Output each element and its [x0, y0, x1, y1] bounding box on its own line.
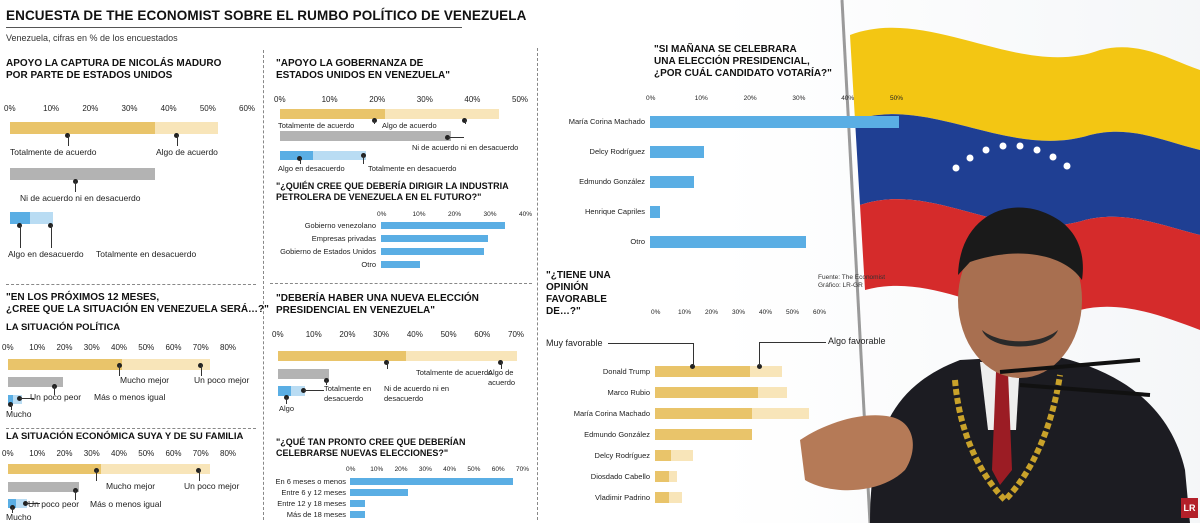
chart-candidato-title-line1: "SI MAÑANA SE CELEBRARA: [654, 44, 797, 55]
bar-muy-favorable: [655, 387, 758, 398]
tick-label: 40%: [841, 95, 855, 102]
tick-label: 40%: [759, 309, 773, 316]
legend-algo-favorable: Algo favorable: [828, 336, 886, 346]
category-label: Más de 18 meses: [286, 510, 346, 519]
category-label: Delcy Rodríguez: [594, 451, 650, 460]
tick-label: 80%: [220, 449, 237, 458]
leader-line: [608, 343, 693, 344]
tick-label: 20%: [56, 449, 73, 458]
bar-un-poco-mejor: [101, 464, 210, 474]
tick-label: 40%: [406, 330, 423, 339]
tick-label: 20%: [369, 95, 386, 104]
tick-label: 20%: [394, 466, 408, 473]
tick-label: 30%: [83, 449, 100, 458]
tick-label: 10%: [29, 449, 46, 458]
leader-line: [759, 342, 826, 343]
label-un-poco-peor: Un poco peor: [28, 499, 80, 509]
source-line2: Gráfico: LR-GR: [818, 282, 863, 289]
tick-label: 50%: [138, 449, 155, 458]
tick-label: 80%: [220, 343, 237, 352]
tick-label: 10%: [29, 343, 46, 352]
category-label: Donald Trump: [602, 367, 650, 376]
tick-label: 10%: [370, 466, 384, 473]
chart-captura-title-line1: APOYO LA CAPTURA DE NICOLÁS MADURO: [6, 58, 222, 69]
bar-industria: [381, 248, 484, 255]
tick-label: 50%: [786, 309, 800, 316]
bar-candidato: [650, 116, 899, 128]
bar-algo-favorable: [750, 366, 782, 377]
tick-label: 10%: [412, 211, 426, 218]
chart-politica-subtitle: LA SITUACIÓN POLÍTICA: [6, 322, 121, 333]
tick-label: 50%: [138, 343, 155, 352]
bar-candidato: [650, 176, 694, 188]
label-neutral: Ni de acuerdo ni en desacuerdo: [20, 193, 141, 203]
chart-opinion-title-line2: OPINIÓN: [546, 282, 589, 293]
leader-line: [759, 342, 760, 366]
tick-label: 40%: [464, 95, 481, 104]
leader-line: [374, 120, 375, 124]
row-divider: [270, 283, 532, 284]
bar-neutral: [10, 168, 155, 180]
category-label: Gobierno venezolano: [304, 221, 376, 230]
category-label: Empresas privadas: [311, 234, 376, 243]
bar-algo-favorable: [671, 450, 693, 461]
tick-label: 40%: [519, 211, 533, 218]
label-mucho-mejor: Mucho mejor: [120, 375, 170, 385]
category-label: Edmundo González: [579, 177, 645, 186]
tick-label: 0%: [2, 449, 14, 458]
label-totalmente-acuerdo: Totalmente de acuerdo: [416, 368, 493, 377]
label-igual: Más o menos igual: [90, 499, 162, 509]
chart-candidato-title-line3: ¿POR CUÁL CANDIDATO VOTARÍA?": [654, 68, 832, 79]
bar-pronto: [350, 511, 365, 518]
tick-label: 0%: [274, 95, 286, 104]
chart-pronto-title-line2: CELEBRARSE NUEVAS ELECCIONES?": [276, 448, 449, 458]
leader-line: [199, 470, 200, 481]
chart-opinion-title-line4: DE…?": [546, 306, 581, 317]
tick-label: 30%: [418, 466, 432, 473]
label-algo-desacuerdo: Algo: [279, 404, 295, 413]
bar-muy-favorable: [655, 408, 752, 419]
chart-industria-title-line1: "¿QUIÉN CREE QUE DEBERÍA DIRIGIR LA INDUSTRIA: [276, 181, 509, 191]
tick-label: 30%: [732, 309, 746, 316]
column-divider: [263, 50, 264, 520]
category-label: Otro: [630, 237, 645, 246]
chart-gobernanza-title-line1: "APOYO LA GOBERNANZA DE: [276, 58, 424, 69]
leader-line: [363, 155, 364, 164]
chart-opinion-title-line3: FAVORABLE: [546, 294, 607, 305]
label-mucho-mejor: Mucho mejor: [106, 481, 156, 491]
label-algo-acuerdo: Algo de acuerdo: [156, 147, 218, 157]
label-totalmente-acuerdo: Totalmente de acuerdo: [10, 147, 97, 157]
bar-candidato: [650, 146, 704, 158]
chart-captura-title-line2: POR PARTE DE ESTADOS UNIDOS: [6, 70, 173, 81]
tick-label: 20%: [56, 343, 73, 352]
label-algo-desacuerdo: Algo en desacuerdo: [278, 164, 345, 173]
tick-label: 10%: [678, 309, 692, 316]
category-label: Marco Rubio: [607, 388, 650, 397]
label-un-poco-peor: Un poco peor: [30, 392, 82, 402]
bar-algo-acuerdo: [155, 122, 218, 134]
bar-algo-favorable: [669, 471, 677, 482]
category-label: Entre 6 y 12 meses: [281, 488, 346, 497]
row-divider: [6, 284, 256, 285]
tick-label: 60%: [165, 343, 182, 352]
tick-label: 10%: [321, 95, 338, 104]
category-label: En 6 meses o menos: [275, 477, 346, 486]
label-totalmente-desacuerdo: Totalmente en desacuerdo: [368, 164, 457, 173]
leader-line: [51, 225, 52, 248]
leader-line: [465, 120, 466, 124]
title-rule: [6, 27, 462, 28]
category-label: Otro: [361, 260, 376, 269]
bar-pronto: [350, 500, 365, 507]
tick-label: 50%: [199, 104, 216, 113]
bar-totalmente-desacuerdo: [313, 151, 365, 160]
category-label: Entre 12 y 18 meses: [277, 499, 346, 508]
tick-label: 20%: [339, 330, 356, 339]
chart-industria-title-line2: PETROLERA DE VENEZUELA EN EL FUTURO?": [276, 192, 482, 202]
category-label: María Corina Machado: [568, 117, 645, 126]
tick-label: 10%: [694, 95, 708, 102]
label-un-poco-mejor: Un poco mejor: [184, 481, 240, 491]
tick-label: 0%: [2, 343, 14, 352]
tick-label: 50%: [512, 95, 529, 104]
tick-label: 70%: [508, 330, 525, 339]
tick-label: 50%: [440, 330, 457, 339]
chart-nueva-eleccion-title-line2: PRESIDENCIAL EN VENEZUELA": [276, 305, 436, 316]
bar-algo-acuerdo: [385, 109, 499, 119]
tick-label: 60%: [491, 466, 505, 473]
tick-label: 0%: [272, 330, 284, 339]
bar-pronto: [350, 478, 513, 485]
tick-label: 60%: [239, 104, 256, 113]
leader-line: [448, 137, 464, 138]
tick-label: 60%: [165, 449, 182, 458]
category-label: Henrique Capriles: [584, 207, 645, 216]
category-label: Delcy Rodríguez: [589, 147, 645, 156]
leader-line: [387, 362, 388, 369]
bar-pronto: [350, 489, 408, 496]
chart-pronto-title-line1: "¿QUÉ TAN PRONTO CREE QUE DEBERÍAN: [276, 437, 466, 447]
tick-label: 50%: [467, 466, 481, 473]
bar-muy-favorable: [655, 471, 669, 482]
label-algo-desacuerdo: Algo en desacuerdo: [8, 249, 84, 259]
bar-muy-favorable: [655, 429, 752, 440]
bar-algo-favorable: [758, 387, 788, 398]
bar-candidato: [650, 206, 660, 218]
label-un-poco-mejor: Un poco mejor: [194, 375, 250, 385]
tick-label: 20%: [82, 104, 99, 113]
tick-label: 30%: [792, 95, 806, 102]
tick-label: 10%: [305, 330, 322, 339]
category-label: Diosdado Cabello: [590, 472, 650, 481]
label-mucho-peor: Mucho: [6, 409, 32, 419]
tick-label: 40%: [111, 449, 128, 458]
bar-neutral: [280, 131, 451, 141]
tick-label: 40%: [160, 104, 177, 113]
tick-label: 70%: [192, 343, 209, 352]
row-divider: [6, 428, 256, 429]
category-label: Vladimir Padrino: [594, 493, 650, 502]
chart-nueva-eleccion-title-line1: "DEBERÍA HABER UNA NUEVA ELECCIÓN: [276, 293, 479, 304]
chart-gobernanza-title-line2: ESTADOS UNIDOS EN VENEZUELA": [276, 70, 451, 81]
label-igual: Más o menos igual: [94, 392, 166, 402]
tick-label: 30%: [121, 104, 138, 113]
bar-igual: [8, 482, 79, 492]
label-algo-acuerdo: Algo de acuerdo: [382, 121, 437, 130]
tick-label: 0%: [377, 211, 387, 218]
label-mucho-peor: Mucho: [6, 512, 32, 522]
leader-line: [177, 135, 178, 146]
tick-label: 60%: [474, 330, 491, 339]
tick-label: 10%: [43, 104, 60, 113]
bar-algo-favorable: [752, 408, 809, 419]
bar-mucho-mejor: [8, 464, 101, 474]
leader-line: [20, 225, 21, 248]
tick-label: 60%: [813, 309, 827, 316]
bar-candidato: [650, 236, 806, 248]
bar-muy-favorable: [655, 450, 671, 461]
chart-candidato-title-line2: UNA ELECCIÓN PRESIDENCIAL,: [654, 56, 810, 67]
tick-label: 70%: [516, 466, 530, 473]
label-algo-acuerdo: Algo de acuerdo: [488, 368, 516, 387]
tick-label: 30%: [373, 330, 390, 339]
label-neutral: Ni de acuerdo ni en desacuerdo: [384, 384, 450, 403]
chart-opinion-title-line1: "¿TIENE UNA: [546, 270, 611, 281]
bar-industria: [381, 235, 488, 242]
tick-label: 0%: [4, 104, 16, 113]
tick-label: 20%: [705, 309, 719, 316]
category-label: María Corina Machado: [573, 409, 650, 418]
tick-label: 0%: [346, 466, 356, 473]
label-totalmente-acuerdo: Totalmente de acuerdo: [278, 121, 355, 130]
tick-label: 40%: [111, 343, 128, 352]
tick-label: 20%: [448, 211, 462, 218]
page-subtitle: Venezuela, cifras en % de los encuestados: [6, 33, 178, 43]
leader-line: [693, 343, 694, 366]
label-totalmente-desacuerdo: Totalmente en desacuerdo: [96, 249, 197, 259]
category-label: Edmundo González: [584, 430, 650, 439]
lr-logo: LR: [1181, 498, 1198, 518]
bar-neutral: [278, 369, 329, 379]
bar-mucho-mejor: [8, 359, 122, 370]
tick-label: 50%: [890, 95, 904, 102]
leader-line: [75, 181, 76, 192]
leader-line: [286, 397, 287, 404]
legend-muy-favorable: Muy favorable: [546, 338, 603, 348]
bar-totalmente-acuerdo: [280, 109, 385, 119]
chart-situacion-title-line2: ¿CREE QUE LA SITUACIÓN EN VENEZUELA SERÁ…?": [6, 304, 269, 315]
bar-muy-favorable: [655, 366, 750, 377]
chart-economica-subtitle: LA SITUACIÓN ECONÓMICA SUYA Y DE SU FAMILIA: [6, 431, 244, 442]
label-totalmente-desacuerdo: Totalmente en desacuerdo: [324, 384, 372, 403]
tick-label: 30%: [483, 211, 497, 218]
leader-line: [96, 470, 97, 481]
bar-un-poco-mejor: [122, 359, 209, 370]
tick-label: 40%: [443, 466, 457, 473]
tick-label: 30%: [83, 343, 100, 352]
bar-algo-favorable: [669, 492, 683, 503]
leader-line: [304, 390, 324, 391]
bar-industria: [381, 261, 420, 268]
leader-line: [68, 135, 69, 146]
category-label: Gobierno de Estados Unidos: [280, 247, 376, 256]
tick-label: 0%: [651, 309, 661, 316]
label-neutral: Ni de acuerdo ni en desacuerdo: [412, 143, 519, 152]
tick-label: 70%: [192, 449, 209, 458]
tick-label: 20%: [743, 95, 757, 102]
chart-situacion-title-line1: "EN LOS PRÓXIMOS 12 MESES,: [6, 292, 160, 303]
tick-label: 0%: [646, 95, 656, 102]
source-line1: Fuente: The Economist: [818, 274, 886, 281]
bar-industria: [381, 222, 505, 229]
page-title: ENCUESTA DE THE ECONOMIST SOBRE EL RUMBO POLÍTICO DE VENEZUELA: [6, 8, 527, 23]
bar-totalmente-acuerdo: [10, 122, 155, 134]
bar-muy-favorable: [655, 492, 669, 503]
tick-label: 30%: [416, 95, 433, 104]
